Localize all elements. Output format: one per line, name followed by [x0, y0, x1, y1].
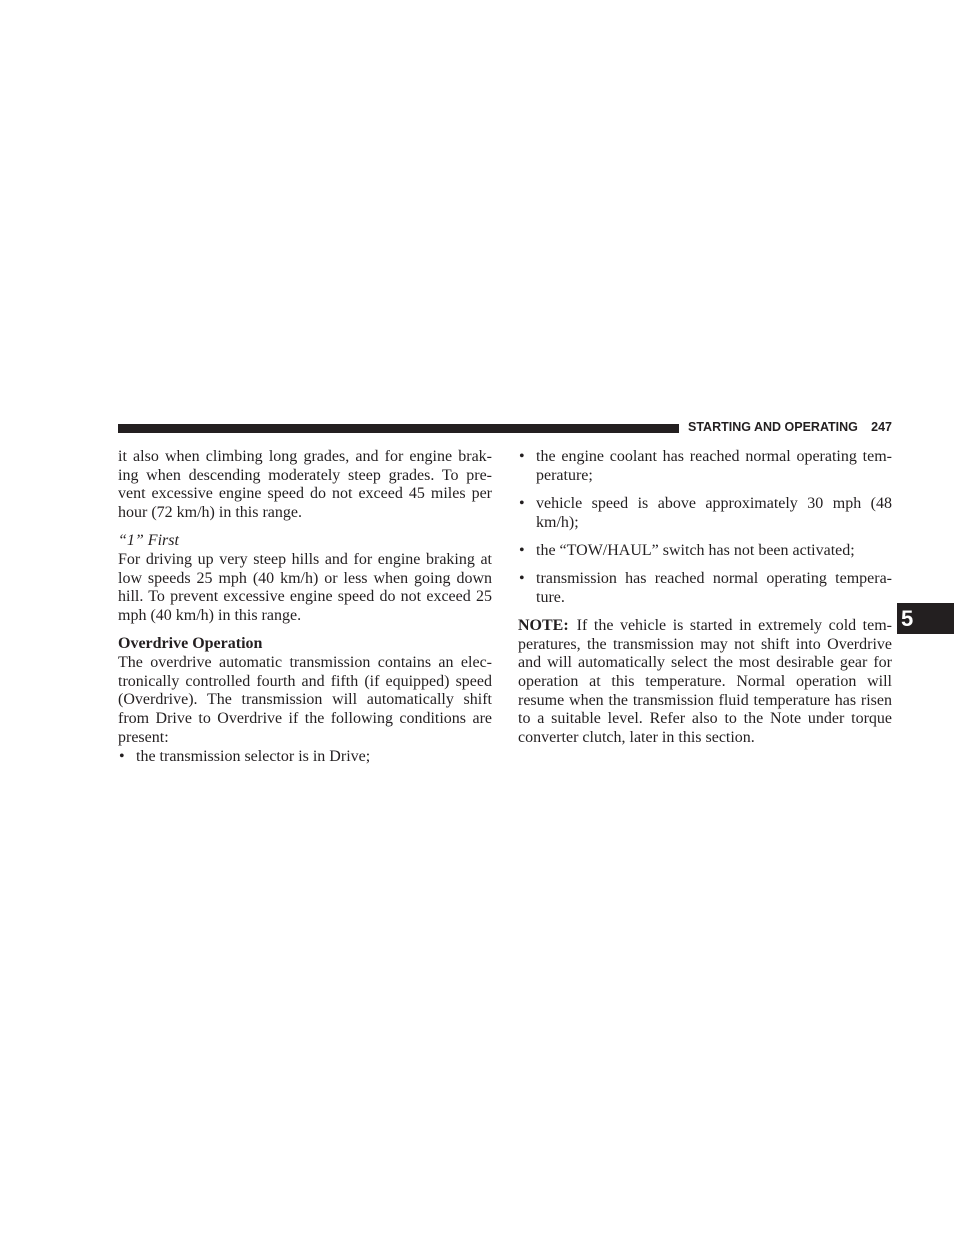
- note-text: If the vehicle is started in extremely cold tem-peratures, the transmission may not shift into Overdrive and will automatically select the most desirable gear for operation at this temperature. Normal operation will resume when the transmission fluid temperature has risen to a suitable level. Refer also to the Note under torque converter clutch, later in this section.: [518, 616, 892, 747]
- section-title: STARTING AND OPERATING: [688, 420, 858, 434]
- list-item: [518, 542, 892, 561]
- chapter-tab: 5: [897, 603, 954, 634]
- list-item-text: the “TOW/HAUL” switch has not been activated;: [536, 541, 855, 559]
- overdrive-heading: Overdrive Operation: [118, 635, 263, 653]
- list-item: [518, 495, 892, 532]
- intro-paragraph: it also when climbing long grades, and for engine brak-ing when descending moderately steep grades. To pre-vent excessive engine speed do not exceed 45 miles per hour (72 km/h) in this range.: [118, 448, 492, 522]
- list-item: [118, 748, 492, 767]
- running-header: [688, 419, 892, 436]
- left-condition-list: [118, 748, 492, 767]
- overdrive-paragraph: The overdrive automatic transmission contains an elec-tronically controlled fourth and fifth (if equipped) speed (Overdrive). The transmission will automatically shift from Drive to Overdrive if the following conditions are present:: [118, 654, 492, 746]
- first-gear-paragraph: For driving up very steep hills and for engine braking at low speeds 25 mph (40 km/h) or less when going down hill. To prevent excessive engine speed do not exceed 25 mph (40 km/h) in this range.: [118, 551, 492, 625]
- left-column: [118, 448, 492, 766]
- first-gear-heading: “1” First: [118, 532, 179, 550]
- list-item-text: vehicle speed is above approximately 30 mph (48 km/h);: [536, 494, 892, 531]
- list-item-text: transmission has reached normal operating tempera-ture.: [536, 570, 892, 606]
- bullet-icon: •: [519, 541, 525, 559]
- right-condition-list: [518, 448, 892, 607]
- right-column: [518, 448, 892, 748]
- bullet-icon: •: [519, 448, 525, 465]
- list-item: [518, 448, 892, 485]
- bullet-icon: •: [519, 570, 525, 588]
- list-item-text: the engine coolant has reached normal operating tem-perature;: [536, 448, 892, 484]
- list-item-text: the transmission selector is in Drive;: [136, 747, 371, 765]
- bullet-icon: •: [519, 494, 525, 512]
- bullet-icon: •: [119, 747, 125, 765]
- note-paragraph: [518, 617, 892, 748]
- note-label: NOTE:: [518, 616, 569, 634]
- list-item: [518, 570, 892, 607]
- header-rule: [118, 424, 679, 433]
- page-number: 247: [871, 420, 892, 434]
